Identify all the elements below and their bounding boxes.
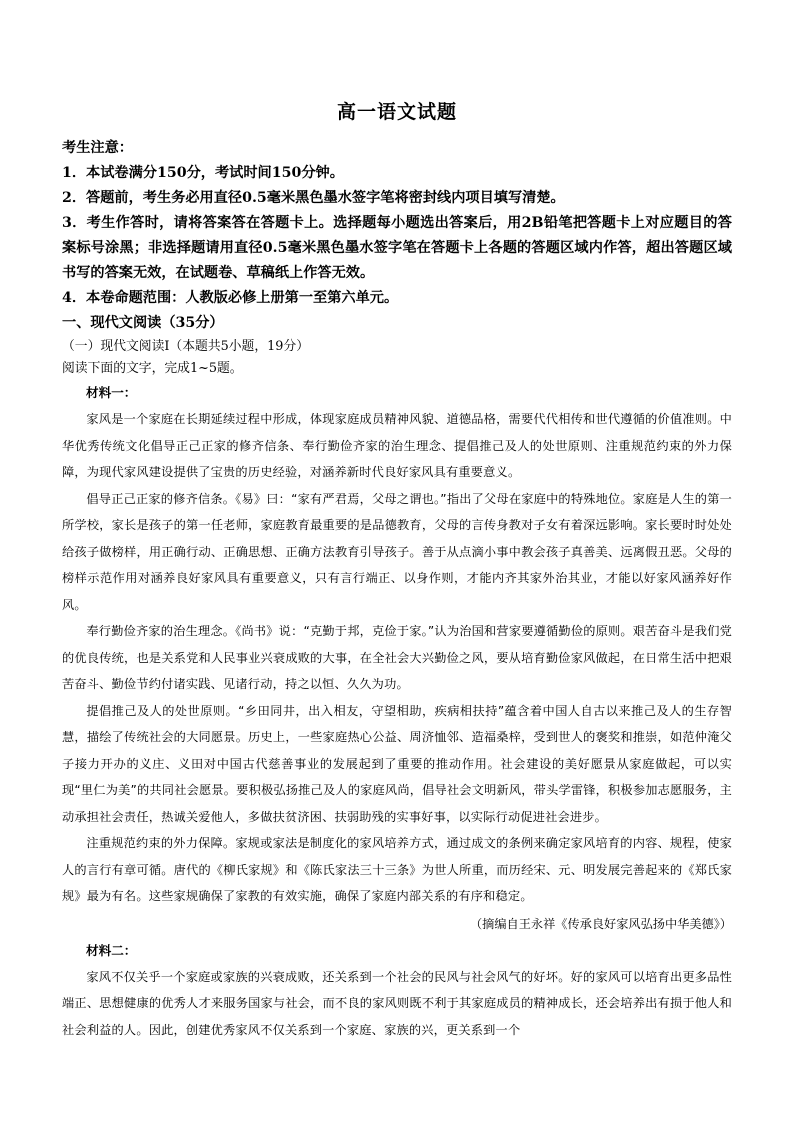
material-paragraph: 家风是一个家庭在长期延续过程中形成，体现家庭成员精神风貌、道德品格，需要代代相传和世代遵循的价值准则。中华优秀传统文化倡导正己正家的修齐信条、奉行勤俭齐家的治生理念、提倡推己及人的处世原则、注重规范约束的外力保障，为现代家风建设提供了宝贵的历史经验，对涵养新时代良好家风具有重要意义。 [62,412,732,479]
notice-item: 3．考生作答时，请将答案答在答题卡上。选择题每小题选出答案后，用2B铅笔把答题卡上对应题目的答案标号涂黑；非选择题请用直径0.5毫米黑色墨水签字笔在答题卡上各题的答题区域内作答，超出答题区域书写的答案无效，在试题卷、草稿纸上作答无效。 [62,215,732,281]
notice-item: 2．答题前，考生务必用直径0.5毫米黑色墨水签字笔将密封线内项目填写清楚。 [62,190,565,206]
page-title: 高一语文试题 [336,101,457,123]
notice-item: 1．本试卷满分150分，考试时间150分钟。 [62,165,344,181]
reading-instruction: 阅读下面的文字，完成1~5题。 [62,361,243,376]
material-one [62,380,732,938]
notice-item: 4．本卷命题范围：人教版必修上册第一至第六单元。 [62,290,399,306]
material-paragraph: 家风不仅关乎一个家庭或家族的兴衰成败，还关系到一个社会的民风与社会风气的好坏。好的家风可以培育出更多品性端正、思想健康的优秀人才来服务国家与社会，而不良的家风则既不利于其家庭成员的精神成长，还会培养出有损于他人和社会利益的人。因此，创建优秀家风不仅关系到一个家庭、家族的兴，更关系到一个 [62,969,732,1037]
material-label: 材料二： [86,942,137,958]
notice-heading: 考生注意： [62,140,133,156]
material-source: （摘编自王永祥《传承良好家风弘扬中华美德》） [469,916,732,931]
section-heading: 一、现代文阅读（35分） [62,315,224,331]
material-paragraph: 注重规范约束的外力保障。家规或家法是制度化的家风培养方式，通过成文的条例来确定家风培育的内容、规程，使家人的言行有章可循。唐代的《柳氏家规》和《陈氏家法三十三条》为世人所重，而历经宋、元、明发展完善起来的《郑氏家规》最为有名。这些家规确保了家教的有效实施，确保了家庭内部关系的有序和稳定。 [62,836,732,903]
material-label: 材料一： [86,385,137,400]
sub-section-heading: （一）现代文阅读Ⅰ（本题共5小题，19分） [62,339,310,354]
material-paragraph: 奉行勤俭齐家的治生理念。《尚书》说：“克勤于邦，克俭于家。”认为治国和营家要遵循勤俭的原则。艰苦奋斗是我们党的优良传统，也是关系党和人民事业兴衰成败的大事，在全社会大兴勤俭之风，要从培育勤俭家风做起，在日常生活中把艰苦奋斗、勤俭节约付诸实践、见诸行动，持之以恒、久久为功。 [62,624,732,691]
material-paragraph: 倡导正己正家的修齐信条。《易》曰：“家有严君焉，父母之谓也。”指出了父母在家庭中的特殊地位。家庭是人生的第一所学校，家长是孩子的第一任老师，家庭教育最重要的是品德教育，父母的言传身教对子女有着深远影响。家长要时时处处给孩子做榜样，用正确行动、正确思想、正确方法教育引导孩子。善于从点滴小事中教会孩子真善美、远离假丑恶。父母的榜样示范作用对涵养良好家风具有重要意义，只有言行端正、以身作则，才能内齐其家外治其业，才能以好家风涵养好作风。 [62,491,732,612]
exam-page [62,97,732,1043]
material-two [62,938,732,1044]
exam-notice [62,136,732,311]
material-paragraph: 提倡推己及人的处世原则。“乡田同井，出入相友，守望相助，疾病相扶持”蕴含着中国人自古以来推己及人的生存智慧，描绘了传统社会的大同愿景。历史上，一些家庭热心公益、周济恤邻、造福桑梓，受到世人的褒奖和推崇，如范仲淹父子接力开办的义庄、义田对中国古代慈善事业的发展起到了重要的推动作用。社会建设的美好愿景从家庭做起，可以实现“里仁为美”的共同社会愿景。要积极弘扬推己及人的家庭风尚，倡导社会文明新风，带头学雷锋，积极参加志愿服务，主动承担社会责任，热诚关爱他人，多做扶贫济困、扶弱助残的实事好事，以实际行动促进社会进步。 [62,703,732,824]
